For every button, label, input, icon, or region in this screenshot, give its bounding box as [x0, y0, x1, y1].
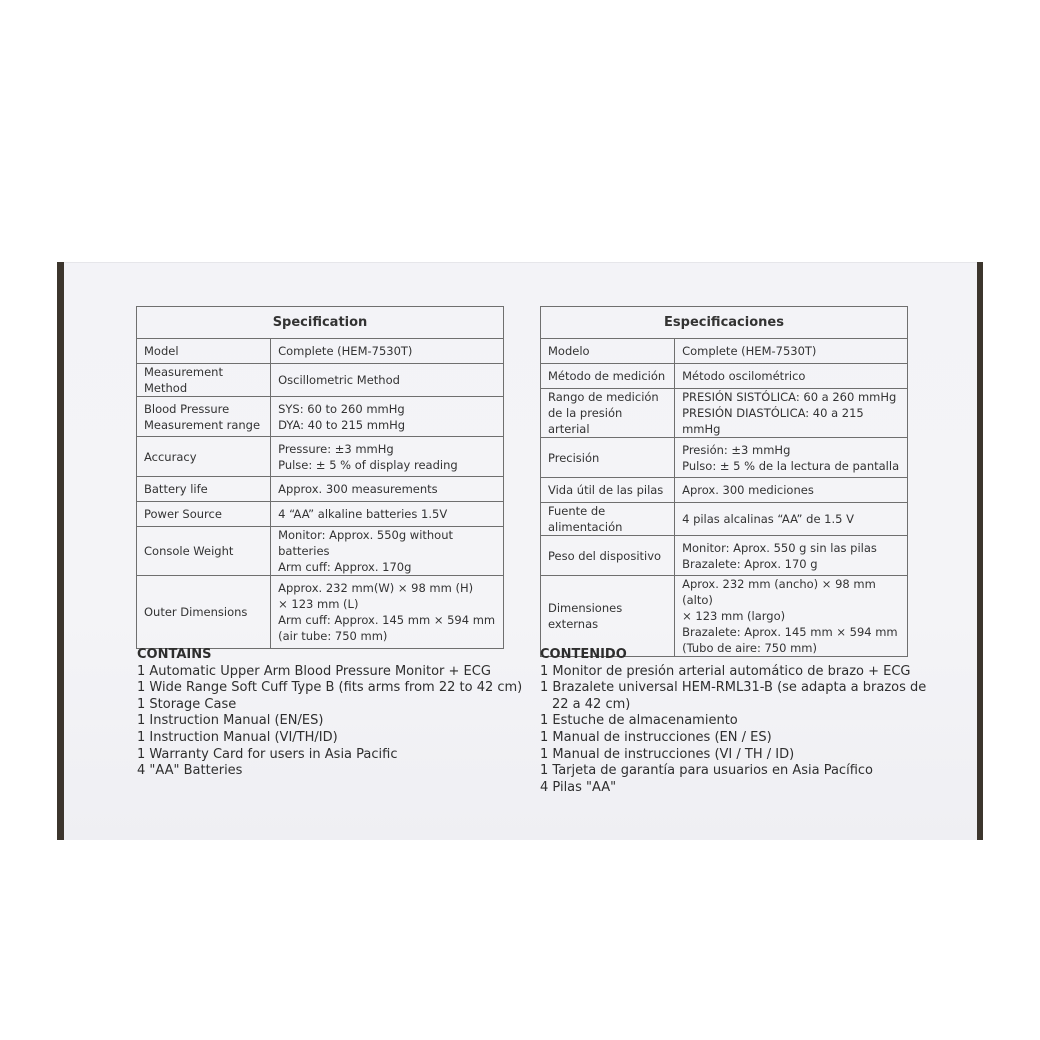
spec-row: [137, 339, 504, 364]
contains-title: CONTAINS: [137, 647, 212, 662]
contenido-title: CONTENIDO: [540, 647, 627, 662]
spec-value: [271, 339, 504, 364]
spec-value: [271, 364, 504, 397]
especificaciones-title: Especificaciones: [541, 307, 908, 339]
contains-item: 1 Monitor de presión arterial automático de brazo + ECG: [540, 663, 911, 679]
spec-label: Método de medición: [541, 364, 675, 389]
spec-value: [271, 437, 504, 477]
spec-value-line: Approx. 300 measurements: [278, 482, 438, 496]
spec-value-line: Arm cuff: Approx. 170g: [278, 560, 412, 574]
spec-value-line: Arm cuff: Approx. 145 mm × 594 mm: [278, 613, 496, 627]
spec-label: Console Weight: [137, 527, 271, 576]
spec-value-line: Aprox. 232 mm (ancho) × 98 mm (alto): [682, 577, 876, 607]
spec-value-line: 4 pilas alcalinas “AA” de 1.5 V: [682, 512, 854, 526]
spec-value: [675, 536, 908, 576]
contains-item: 1 Wide Range Soft Cuff Type B (fits arms from 22 to 42 cm): [137, 680, 523, 696]
contains-item: 1 Instruction Manual (VI/TH/ID): [137, 729, 338, 745]
spec-row: [137, 397, 504, 437]
spec-value-line: Brazalete: Aprox. 145 mm × 594 mm: [682, 625, 898, 639]
spec-value-line: 4 “AA” alkaline batteries 1.5V: [278, 507, 448, 521]
spec-label: Model: [137, 339, 271, 364]
spec-value: [675, 438, 908, 478]
spec-value-line: (Tubo de aire: 750 mm): [682, 641, 817, 655]
spec-row: [137, 527, 504, 576]
spec-value-line: PRESIÓN SISTÓLICA: 60 a 260 mmHg: [682, 390, 897, 404]
spec-value-line: Pulso: ± 5 % de la lectura de pantalla: [682, 458, 900, 473]
contains-item: 4 "AA" Batteries: [137, 763, 243, 779]
spec-value-line: Pulse: ± 5 % of display reading: [278, 457, 458, 472]
contains-item: 4 Pilas "AA": [540, 779, 617, 795]
spec-value: [675, 503, 908, 536]
spec-label: Dimensiones externas: [541, 576, 675, 657]
spec-value: [675, 339, 908, 364]
spec-label: Fuente de alimentación: [541, 503, 675, 536]
spec-value: [271, 576, 504, 649]
spec-value: [675, 389, 908, 438]
spec-value-line: (air tube: 750 mm): [278, 629, 388, 643]
especificaciones-table: [540, 306, 908, 657]
spec-value-line: × 123 mm (largo): [682, 609, 786, 623]
spec-value-line: Pressure: ±3 mmHg: [278, 441, 394, 456]
spec-value-line: Presión: ±3 mmHg: [682, 442, 791, 457]
spec-value-line: SYS: 60 to 260 mmHg: [278, 401, 405, 416]
contains-item: 1 Brazalete universal HEM-RML31-B (se adapta a brazos de: [540, 680, 927, 696]
spec-value: [675, 364, 908, 389]
spec-value: [675, 478, 908, 503]
spec-row: [541, 576, 908, 657]
contains-item: 1 Warranty Card for users in Asia Pacific: [137, 746, 398, 762]
spec-value-line: Aprox. 300 mediciones: [682, 483, 814, 497]
spec-label: Rango de medición de la presión arterial: [541, 389, 675, 438]
contains-item: 1 Estuche de almacenamiento: [540, 713, 738, 729]
contains-item: 1 Storage Case: [137, 696, 237, 712]
spec-value-line: Complete (HEM-7530T): [682, 344, 817, 358]
spec-label: Vida útil de las pilas: [541, 478, 675, 503]
spec-value: [271, 502, 504, 527]
spec-value-line: Monitor: Approx. 550g without batteries: [278, 528, 454, 558]
spec-label: Battery life: [137, 477, 271, 502]
spec-value-line: Método oscilométrico: [682, 369, 806, 383]
spec-value-line: Approx. 232 mm(W) × 98 mm (H): [278, 581, 474, 595]
spec-value-line: Oscillometric Method: [278, 373, 400, 387]
spec-label: Modelo: [541, 339, 675, 364]
spec-label: Accuracy: [137, 437, 271, 477]
spec-row: [137, 437, 504, 477]
spec-value-line: × 123 mm (L): [278, 597, 359, 611]
spec-value: [271, 397, 504, 437]
spec-label: Outer Dimensions: [137, 576, 271, 649]
spec-value-line: Monitor: Aprox. 550 g sin las pilas: [682, 540, 877, 555]
spec-label: Blood Pressure Measurement range: [137, 397, 271, 437]
spec-row: [137, 502, 504, 527]
contains-item: 1 Manual de instrucciones (VI / TH / ID): [540, 746, 795, 762]
spec-value: [271, 477, 504, 502]
contains-item: 1 Manual de instrucciones (EN / ES): [540, 729, 772, 745]
spec-row: [541, 389, 908, 438]
spec-row: [137, 477, 504, 502]
spec-label: Peso del dispositivo: [541, 536, 675, 576]
spec-row: [137, 364, 504, 397]
contains-item: 1 Tarjeta de garantía para usuarios en Asia Pacífico: [540, 763, 873, 779]
contains-list: [137, 647, 522, 780]
spec-value-line: DYA: 40 to 215 mmHg: [278, 417, 406, 432]
spec-row: [137, 576, 504, 649]
specification-title: Specification: [137, 307, 504, 339]
contains-item: 1 Automatic Upper Arm Blood Pressure Monitor + ECG: [137, 663, 491, 679]
spec-row: [541, 364, 908, 389]
spec-label: Measurement Method: [137, 364, 271, 397]
spec-value: [271, 527, 504, 576]
spec-value-line: Brazalete: Aprox. 170 g: [682, 556, 818, 571]
spec-value-line: PRESIÓN DIASTÓLICA: 40 a 215 mmHg: [682, 406, 864, 436]
spec-row: [541, 478, 908, 503]
spec-row: [541, 536, 908, 576]
spec-value-line: Complete (HEM-7530T): [278, 344, 413, 358]
spec-row: [541, 339, 908, 364]
spec-label: Power Source: [137, 502, 271, 527]
spec-label: Precisión: [541, 438, 675, 478]
spec-value: [675, 576, 908, 657]
contains-item: 22 a 42 cm): [552, 696, 631, 712]
contenido-list: [540, 647, 926, 796]
specification-table: [136, 306, 504, 649]
spec-row: [541, 503, 908, 536]
spec-row: [541, 438, 908, 478]
contains-item: 1 Instruction Manual (EN/ES): [137, 713, 324, 729]
